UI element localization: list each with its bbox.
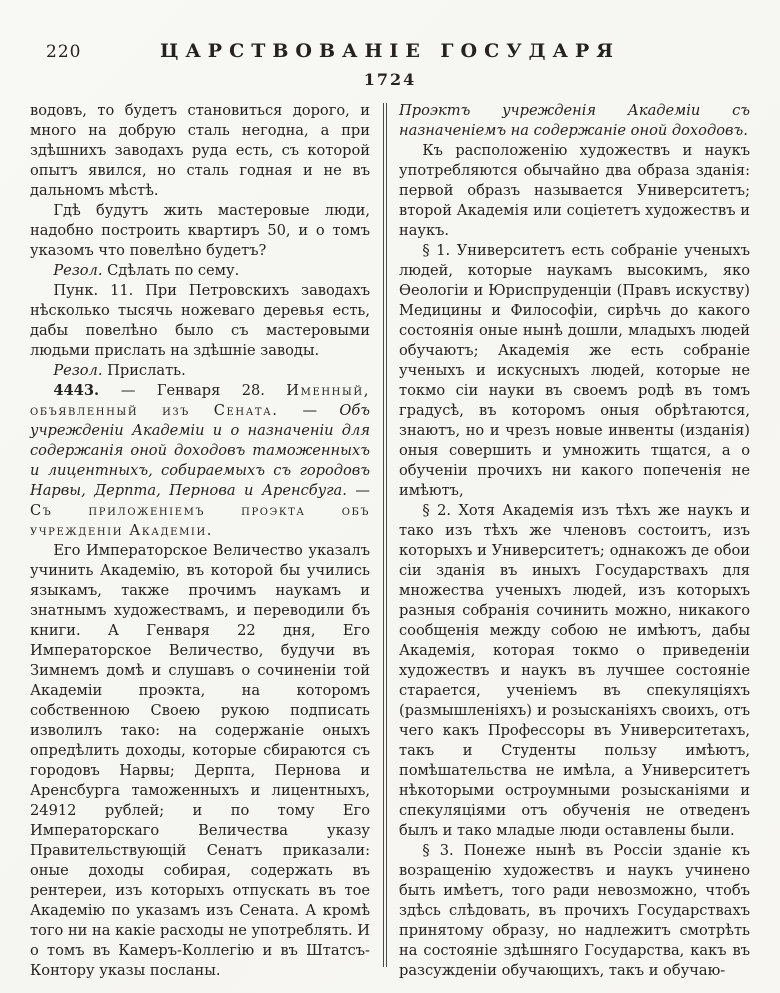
resolution-label: Резол. — [53, 262, 103, 279]
running-header-year: 1724 — [363, 70, 417, 89]
paragraph-punkt-11: Пунк. 11. При Петровскихъ заводахъ нѣсколько тысячь ножеваго деревья есть, дабы повелѣно было съ мастеровыми людьми прислать на здѣшніе заводы. — [30, 282, 370, 359]
paragraph-continuation: водовъ, то будетъ становиться дорого, и много на добрую сталь негодна, а при здѣшнихъ заводахъ руда есть, съ которой опытъ явился, но сталь годная и не въ дальномъ мѣстѣ. — [30, 102, 370, 199]
left-column — [30, 101, 370, 981]
two-column-text-block — [30, 101, 750, 981]
decree-entry-heading — [30, 381, 370, 541]
dash-separator: — — [355, 482, 370, 499]
running-header-title: ЦАРСТВОВАНІЕ ГОСУДАРЯ — [159, 40, 621, 62]
dash-separator: — — [302, 402, 340, 419]
paragraph-intro: Къ расположенію художествъ и наукъ употребляются обычайно два образа зданія: первой образъ называется Университетъ; второй Академія или соціететъ художествъ и наукъ. — [399, 142, 750, 239]
decree-title: Объ учрежденіи Академіи и о назначеніи для содержанія оной доходовъ таможенныхъ и лицентныхъ, собираемыхъ съ городовъ Нарвы, Дерпта, Пернова и Аренсбуга. — [30, 402, 370, 499]
paragraph-resolution-2 — [30, 361, 370, 381]
decree-number: 4443. — [53, 382, 121, 399]
right-column — [399, 101, 750, 981]
decree-annex-note: Съ приложеніемъ проэкта объ учрежденіи Академіи. — [30, 502, 370, 539]
decree-date: — Генваря 28. — [120, 382, 287, 399]
resolution-label: Резол. — [53, 362, 103, 379]
page-number: 220 — [46, 42, 82, 62]
decree-type: Именный, объявленный изъ Сената. — [30, 382, 370, 419]
paragraph-section-2: § 2. Хотя Академія изъ тѣхъ же наукъ и тако изъ тѣхъ же членовъ состоитъ, изъ которыхъ и Университетъ; однакожъ де обои сіи зданія въ иныхъ Государствахъ для множества ученыхъ людей, изъ которыхъ разныя собранія сочинить можно, никакого сообщенія между собою не имѣютъ, дабы Академія, которая токмо о приведеніи художествъ и наукъ въ лучшее состояніе старается, ученіемъ въ спекуляціяхъ (размышленіяхъ) и розысканіяхъ своихъ, отъ чего какъ Профессоры въ Университетахъ, такъ и Студенты пользу имѣютъ, помѣшательства не имѣла, а Университетъ нѣкоторыми остроумными розысканіями и спекуляціями отъ обученія не отведенъ былъ и тако младые люди оставлены были. — [399, 502, 750, 839]
project-heading: Проэктъ учрежденія Академіи съ назначеніемъ на содержаніе оной доходовъ. — [399, 102, 750, 139]
resolution-text: Прислать. — [102, 362, 186, 379]
paragraph-section-3: § 3. Понеже нынѣ въ Россіи зданіе къ возращенію художествъ и наукъ учинено быть имѣетъ, того ради невозможно, чтобъ здѣсь слѣдовать, въ прочихъ Государствахъ принятому образу, но надлежитъ смотрѣть на состояніе здѣшняго Государства, какъ въ разсужденіи обучающихъ, такъ и обучаю- — [399, 842, 750, 979]
column-divider-double-rule — [383, 103, 387, 967]
paragraph-question: Гдѣ будутъ жить мастеровые люди, надобно построить квартиръ 50, и о томъ указомъ что повелѣно будетъ? — [30, 202, 370, 259]
paragraph-section-1: § 1. Университетъ есть собраніе ученыхъ людей, которые наукамъ высокимъ, яко Ѳеологіи и Юриспруденціи (Правъ искуству) Медицины и Философіи, сирѣчь до какого состоянія оные нынѣ дошли, младыхъ людей обучаютъ; Академія же есть собраніе ученыхъ и искусныхъ людей, которые не токмо сіи науки въ своемъ родѣ въ томъ градусѣ, въ которомъ оныя обрѣтаются, знаютъ, но и чрезъ новые инвенты (изданія) оныя совершить и умножить тщатся, а о обученіи прочихъ ни какого попеченія не имѣютъ, — [399, 242, 750, 499]
paragraph-decree-body: Его Императорское Величество указалъ учинить Академію, въ которой бы учились языкамъ, также прочимъ наукамъ и знатнымъ художествамъ, и переводили бъ книги. А Генваря 22 дня, Его Императорское Величество, будучи въ Зимнемъ домѣ и слушавъ о сочиненіи той Академіи проэкта, на которомъ собственною Своею рукою подписать изволилъ тако: на содержаніе оныхъ опредѣлить доходы, которые сбираются съ городовъ Нарвы; Дерпта, Пернова и Аренсбурга таможенныхъ и лицентныхъ, 24912 рублей; и по тому Его Императорскаго Величества указу Правительствующій Сенатъ приказали: оные доходы собирая, содержать въ рентереи, изъ которыхъ отпускать въ тое Академію по указамъ изъ Сената. А кромѣ того ни на какіе расходы не употреблять. И о томъ въ Камеръ-Коллегію и въ Штатсъ-Контору указы посланы. — [30, 542, 370, 979]
resolution-text: Сдѣлать по сему. — [102, 262, 240, 279]
paragraph-resolution-1 — [30, 261, 370, 281]
